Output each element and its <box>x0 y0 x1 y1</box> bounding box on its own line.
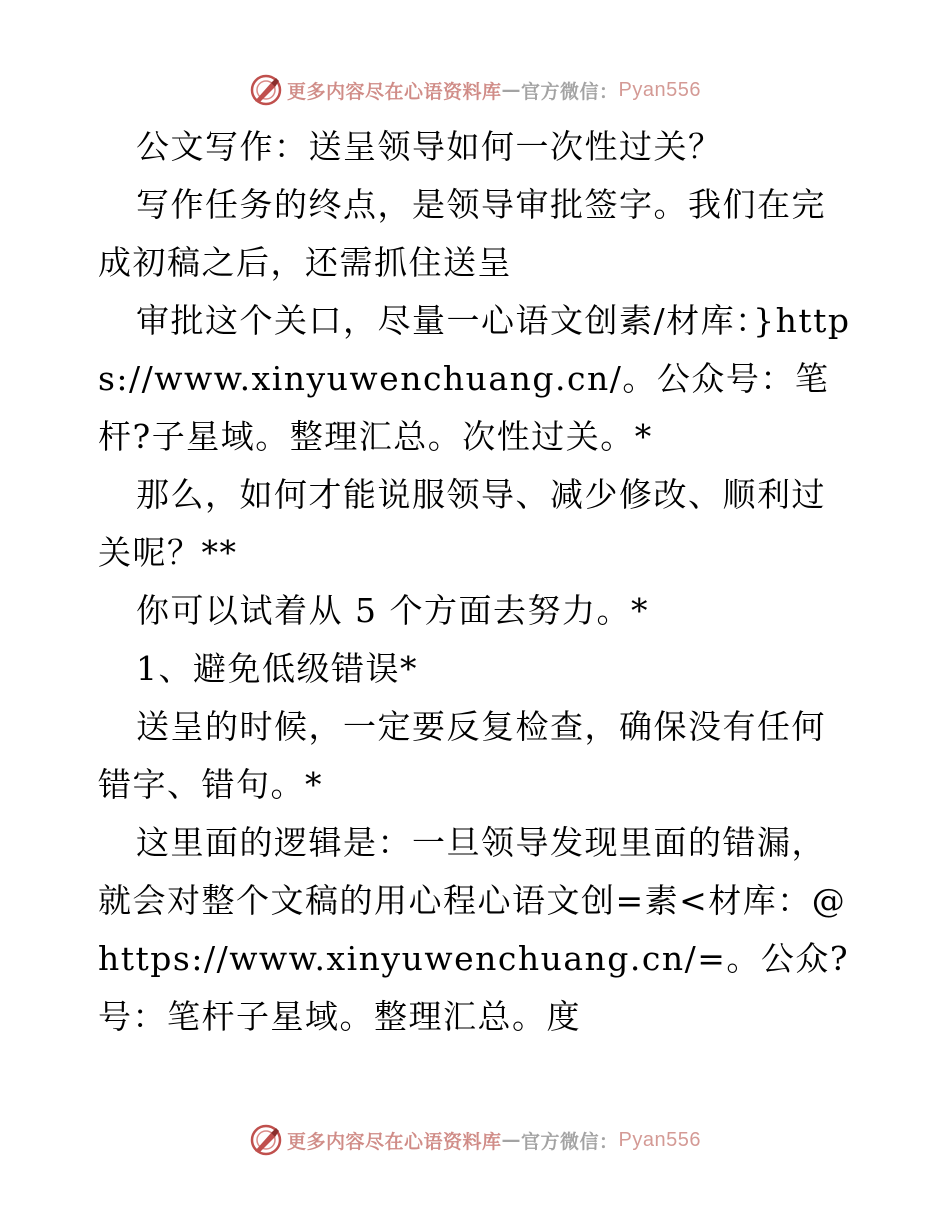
paragraph: 那么，如何才能说服领导、减少修改、顺利过关呢？** <box>98 475 826 572</box>
pen-logo-icon <box>249 73 283 107</box>
pen-logo-icon <box>249 1123 283 1157</box>
paragraph-heading: 1、避免低级错误* <box>136 649 418 688</box>
watermark-account: Pyan556 <box>618 78 701 101</box>
header-watermark <box>0 70 950 110</box>
paragraph: 写作任务的终点，是领导审批签字。我们在完成初稿之后，还需抓住送呈 <box>98 185 826 282</box>
watermark-brand: 更多内容尽在心语资料库 <box>287 80 502 103</box>
document-body <box>98 118 858 1046</box>
watermark-official-label: 官方微信： <box>521 1130 619 1153</box>
watermark-brand: 更多内容尽在心语资料库 <box>287 1130 502 1153</box>
paragraph-title: 公文写作：送呈领导如何一次性过关？ <box>136 127 723 166</box>
paragraph: 这里面的逻辑是：一旦领导发现里面的错漏，就会对整个文稿的用心程心语文创=素<材库：@https://www.xinyuwenchuang.cn/=。公众?号：笔杆子星域。整理汇总。度 <box>98 823 850 1036</box>
footer-watermark <box>0 1120 950 1160</box>
paragraph: 审批这个关口，尽量一心语文创素/材库：}https://www.xinyuwenchuang.cn/。公众号：笔杆?子星域。整理汇总。次性过关。* <box>98 301 851 456</box>
watermark-account: Pyan556 <box>618 1128 701 1151</box>
watermark-official-label: 官方微信： <box>521 80 619 103</box>
paragraph: 你可以试着从 5 个方面去努力。* <box>136 591 649 630</box>
watermark-dash: — <box>501 1129 522 1151</box>
watermark-dash: — <box>501 79 522 101</box>
paragraph: 送呈的时候，一定要反复检查，确保没有任何错字、错句。* <box>98 707 826 804</box>
